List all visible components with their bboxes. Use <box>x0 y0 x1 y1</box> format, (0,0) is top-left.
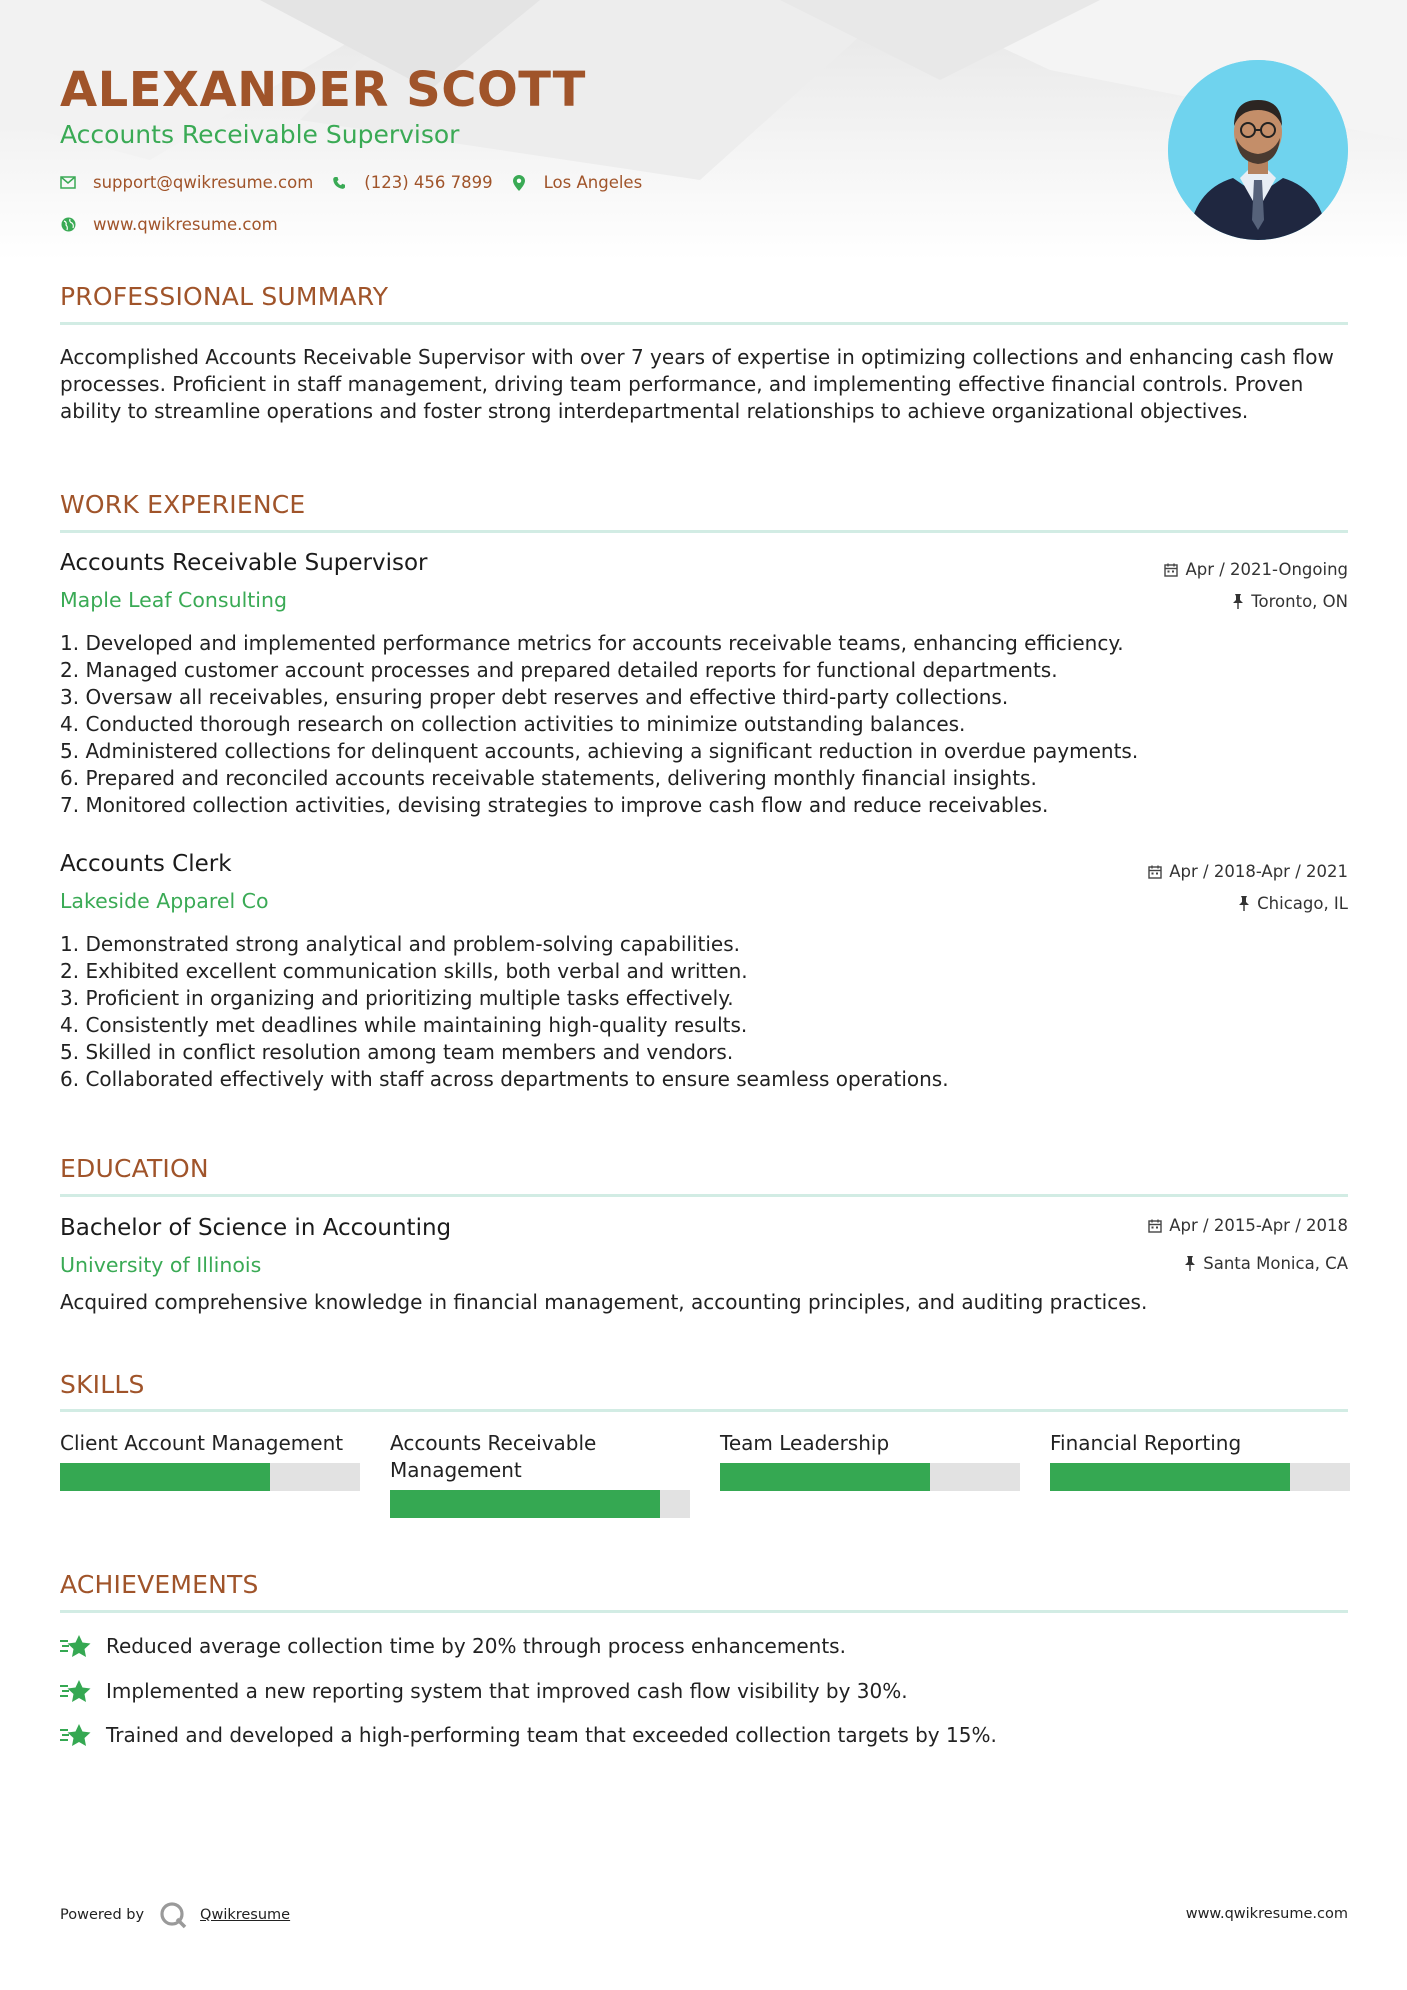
education-heading: EDUCATION <box>60 1154 209 1183</box>
skill-name: Client Account Management <box>60 1431 344 1455</box>
job-title: Accounts Clerk <box>60 851 232 877</box>
calendar-icon <box>1164 563 1178 577</box>
education-location-text: Santa Monica, CA <box>1203 1254 1348 1273</box>
phone-text: (123) 456 7899 <box>364 173 493 192</box>
job-location <box>1238 894 1348 913</box>
star-award-icon <box>60 1678 92 1704</box>
job-company: Maple Leaf Consulting <box>60 588 288 612</box>
education-description: Acquired comprehensive knowledge in financial management, accounting principles, and auditing practices. <box>60 1290 1148 1314</box>
job-duties <box>60 630 1348 819</box>
email-text: support@qwikresume.com <box>93 173 314 192</box>
skill-bar <box>720 1463 1020 1491</box>
duty-item: 1. Developed and implemented performance metrics for accounts receivable teams, enhancing efficiency. <box>60 631 1124 655</box>
job-dates <box>1164 560 1348 579</box>
pushpin-icon <box>1232 594 1244 609</box>
location-item <box>511 173 643 192</box>
portrait-illustration <box>1168 60 1348 240</box>
skill-bar-fill <box>1050 1463 1290 1491</box>
skill-item <box>60 1430 360 1491</box>
calendar-icon <box>1148 1219 1162 1233</box>
website-row <box>60 215 296 234</box>
school-name: University of Illinois <box>60 1253 262 1277</box>
skill-bar <box>390 1490 690 1518</box>
duty-item: 2. Managed customer account processes and prepared detailed reports for functional departments. <box>60 658 1058 682</box>
duty-item: 3. Proficient in organizing and prioritizing multiple tasks effectively. <box>60 986 734 1010</box>
skill-bar-fill <box>60 1463 270 1491</box>
qwikresume-logo-icon <box>158 1900 188 1930</box>
summary-text: Accomplished Accounts Receivable Supervisor with over 7 years of expertise in optimizing collections and enhancing cash flow processes. Proficient in staff management, driving team performance, and implementing effective financial controls. Proven ability to streamline operations and foster strong interdepartmental relationships to achieve organizational objectives. <box>60 345 1334 423</box>
map-pin-icon <box>511 175 527 191</box>
location-text: Los Angeles <box>543 173 643 192</box>
skill-item <box>720 1430 1020 1491</box>
experience-divider <box>60 530 1348 533</box>
duty-item: 1. Demonstrated strong analytical and problem-solving capabilities. <box>60 932 740 956</box>
education-dates-text: Apr / 2015-Apr / 2018 <box>1169 1216 1348 1235</box>
skills-heading: SKILLS <box>60 1370 145 1399</box>
skill-bar-fill <box>720 1463 930 1491</box>
achievement-item <box>60 1633 846 1659</box>
summary-heading: PROFESSIONAL SUMMARY <box>60 282 389 311</box>
job-duties <box>60 931 1348 1093</box>
email-item[interactable] <box>60 173 313 192</box>
job-company: Lakeside Apparel Co <box>60 889 269 913</box>
skill-item <box>1050 1430 1350 1491</box>
job-dates-text: Apr / 2021-Ongoing <box>1185 560 1348 579</box>
skills-divider <box>60 1409 1348 1412</box>
achievement-item <box>60 1678 908 1704</box>
experience-heading: WORK EXPERIENCE <box>60 490 306 519</box>
powered-by <box>60 1900 290 1930</box>
duty-item: 2. Exhibited excellent communication skills, both verbal and written. <box>60 959 748 983</box>
job-location-text: Toronto, ON <box>1251 592 1348 611</box>
globe-icon <box>60 217 76 233</box>
degree-title: Bachelor of Science in Accounting <box>60 1215 452 1241</box>
footer-website[interactable]: www.qwikresume.com <box>1185 1906 1348 1922</box>
job-location <box>1232 592 1348 611</box>
skill-name: Financial Reporting <box>1050 1431 1242 1455</box>
duty-item: 4. Consistently met deadlines while maintaining high-quality results. <box>60 1013 748 1037</box>
job-location-text: Chicago, IL <box>1257 894 1348 913</box>
achievement-text: Trained and developed a high-performing team that exceeded collection targets by 15%. <box>106 1723 997 1747</box>
skill-bar <box>1050 1463 1350 1491</box>
powered-by-text: Powered by <box>60 1907 145 1923</box>
pushpin-icon <box>1184 1256 1196 1271</box>
skill-bar-fill <box>390 1490 660 1518</box>
education-location <box>1184 1254 1348 1273</box>
duty-item: 6. Collaborated effectively with staff across departments to ensure seamless operations. <box>60 1067 949 1091</box>
summary-divider <box>60 322 1348 325</box>
star-award-icon <box>60 1722 92 1748</box>
candidate-role: Accounts Receivable Supervisor <box>60 120 460 149</box>
achievements-heading: ACHIEVEMENTS <box>60 1570 259 1599</box>
contact-row <box>60 173 660 192</box>
duty-item: 6. Prepared and reconciled accounts receivable statements, delivering monthly financial insights. <box>60 766 1037 790</box>
achievement-text: Implemented a new reporting system that improved cash flow visibility by 30%. <box>106 1679 908 1703</box>
achievement-item <box>60 1722 997 1748</box>
calendar-icon <box>1148 865 1162 879</box>
duty-item: 5. Skilled in conflict resolution among team members and vendors. <box>60 1040 734 1064</box>
website-item[interactable] <box>60 215 278 234</box>
education-divider <box>60 1194 1348 1197</box>
duty-item: 3. Oversaw all receivables, ensuring proper debt reserves and effective third-party collections. <box>60 685 1009 709</box>
website-text: www.qwikresume.com <box>93 215 278 234</box>
skill-name: Accounts Receivable Management <box>390 1431 597 1482</box>
job-dates-text: Apr / 2018-Apr / 2021 <box>1169 862 1348 881</box>
duty-item: 7. Monitored collection activities, devising strategies to improve cash flow and reduce receivables. <box>60 793 1049 817</box>
duty-item: 5. Administered collections for delinquent accounts, achieving a significant reduction in overdue payments. <box>60 739 1139 763</box>
achievements-divider <box>60 1610 1348 1613</box>
candidate-name: ALEXANDER SCOTT <box>60 62 586 118</box>
skill-bar <box>60 1463 360 1491</box>
star-award-icon <box>60 1633 92 1659</box>
envelope-icon <box>60 175 76 191</box>
education-dates <box>1148 1216 1348 1235</box>
skill-name: Team Leadership <box>720 1431 890 1455</box>
duty-item: 4. Conducted thorough research on collection activities to minimize outstanding balances. <box>60 712 966 736</box>
qwikresume-link[interactable]: Qwikresume <box>200 1907 291 1923</box>
phone-icon <box>331 175 347 191</box>
profile-photo <box>1168 60 1348 240</box>
phone-item[interactable] <box>331 173 492 192</box>
skill-item <box>390 1430 690 1518</box>
job-dates <box>1148 862 1348 881</box>
job-title: Accounts Receivable Supervisor <box>60 550 428 576</box>
achievement-text: Reduced average collection time by 20% through process enhancements. <box>106 1634 846 1658</box>
pushpin-icon <box>1238 896 1250 911</box>
